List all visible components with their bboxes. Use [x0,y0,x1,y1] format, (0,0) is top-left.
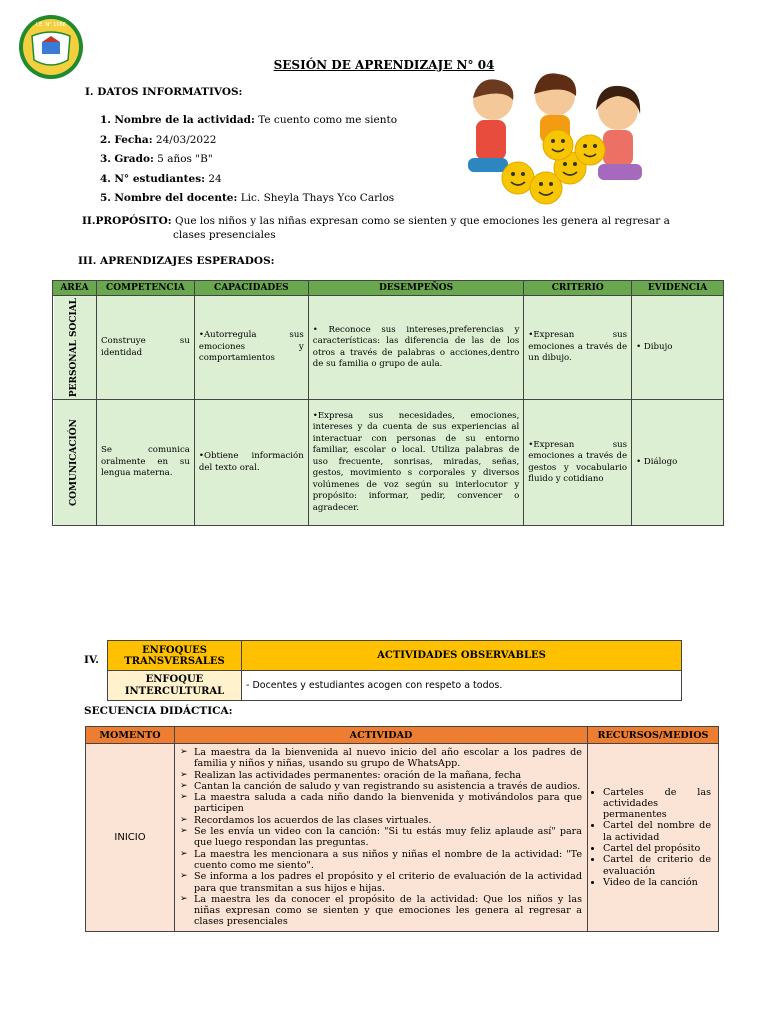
table-header-row [86,727,719,744]
evidencia-cell: • Diálogo [632,400,724,526]
proposito-text: Que los niños y las niñas expresan como se sienten y que emociones les genera al regresar a [171,215,670,227]
table-row [53,296,724,400]
column-header: RECURSOS/MEDIOS [588,727,719,744]
actividad-list [176,745,586,930]
list-item: ➢ Se informa a los padres el propósito y el criterio de evaluación de la actividad para que transmitan a sus hijos e hijas. [180,871,582,894]
list-item: • Cartel del nombre de la actividad [603,820,711,843]
list-item: • Video de la canción [603,877,711,888]
proposito [82,214,682,242]
enfoque-label: ENFOQUE INTERCULTURAL [108,671,242,701]
criterio-cell: •Expresan sus emociones a través de un dibujo. [524,296,632,400]
evidencia-cell: • Dibujo [632,296,724,400]
aprendizajes-table [52,280,724,526]
area-cell: PERSONAL SOCIAL [53,296,97,400]
table-row [86,744,719,932]
list-item: • Cartel de criterio de evaluación [603,854,711,877]
list-item: ➢ Realizan las actividades permanentes: oración de la mañana, fecha [180,770,582,781]
secuencia-heading: SECUENCIA DIDÁCTICA: [84,705,233,717]
list-item: ➢ Cantan la canción de saludo y van registrando su asistencia a través de audios. [180,781,582,792]
proposito-text-2: clases presenciales [173,229,276,241]
criterio-cell: •Expresan sus emociones a través de gestos y vocabulario fluido y cotidiano [524,400,632,526]
list-item: • Cartel del propósito [603,843,711,854]
desempenos-cell: •Expresa sus necesidades, emociones, intereses y da cuenta de sus experiencias al interactuar con personas de su entorno familiar, escolar o local. Utiliza palabras de uso frecuente, sonrisas, miradas, señas, gestos, movimiento s corporales y diversos volúmenes de voz según su interlocutor y propósito: informar, pedir, convencer o agradecer. [308,400,524,526]
table-row [108,671,682,701]
list-item: ➢ La maestra da la bienvenida al nuevo inicio del año escolar a los padres de familia y niños y niñas, usando su grupo de WhatsApp. [180,747,582,770]
table-row [53,400,724,526]
list-item: • Carteles de las actividades permanentes [603,787,711,821]
actividad-cell [175,744,588,932]
list-item: ➢ Recordamos los acuerdos de las clases virtuales. [180,815,582,826]
column-header: AREA [53,281,97,296]
table-header-row [53,281,724,296]
datos-item: 1. Nombre de la actividad: Te cuento como me siento [100,114,398,126]
enfoques-roman: IV. [84,654,99,666]
aprendizajes-heading: III. APRENDIZAJES ESPERADOS: [78,255,275,267]
column-header: CAPACIDADES [194,281,308,296]
competencia-cell: Se comunica oralmente en su lengua materna. [96,400,194,526]
list-item: ➢ La maestra les mencionara a sus niños y niñas el nombre de la actividad: "Te cuento como me siento". [180,849,582,872]
column-header: MOMENTO [86,727,175,744]
logo-text: I.E. N° 1066 [36,22,66,28]
list-item: ➢ La maestra saluda a cada niño dando la bienvenida y motivándolos para que participen [180,792,582,815]
recursos-list [589,785,717,891]
secuencia-table [85,726,719,932]
datos-heading: I. DATOS INFORMATIVOS: [85,86,243,98]
desempenos-cell: • Reconoce sus intereses,preferencias y características: las diferencia de las de los otros a través de palabras o acciones,dentro de su familia o grupo de aula. [308,296,524,400]
table-header-row [108,641,682,671]
capacidades-cell: •Obtiene información del texto oral. [194,400,308,526]
enfoques-table [107,640,682,701]
column-header: CRITERIO [524,281,632,296]
column-header: COMPETENCIA [96,281,194,296]
capacidades-cell: •Autorregula sus emociones y comportamientos [194,296,308,400]
datos-item: 3. Grado: 5 años "B" [100,153,213,165]
enfoques-header: ENFOQUES TRANSVERSALES [108,641,242,671]
list-item: ➢ Se les envía un video con la canción: "Si tu estás muy feliz aplaude así" para que luego respondan las preguntas. [180,826,582,849]
datos-list [100,111,397,209]
recursos-cell [588,744,719,932]
children-emoji-illustration [458,70,648,208]
competencia-cell: Construye su identidad [96,296,194,400]
datos-item: 5. Nombre del docente: Lic. Sheyla Thays Yco Carlos [100,192,395,204]
column-header: ACTIVIDAD [175,727,588,744]
datos-item: 2. Fecha: 24/03/2022 [100,133,217,146]
column-header: EVIDENCIA [632,281,724,296]
datos-item: 4. N° estudiantes: 24 [100,172,222,185]
page-title: SESIÓN DE APRENDIZAJE N° 04 [273,58,495,72]
actividades-observables-header: ACTIVIDADES OBSERVABLES [242,641,682,671]
area-cell: COMUNICACIÓN [53,400,97,526]
momento-cell: INICIO [86,744,175,932]
proposito-label: II.PROPÓSITO: [82,215,172,227]
list-item: ➢ La maestra les da conocer el propósito de la actividad: Que los niños y las niñas expresan como se sienten y que emociones les genera al regresar a clases presenciales [180,894,582,928]
enfoque-text: - Docentes y estudiantes acogen con respeto a todos. [242,671,682,701]
column-header: DESEMPEÑOS [308,281,524,296]
